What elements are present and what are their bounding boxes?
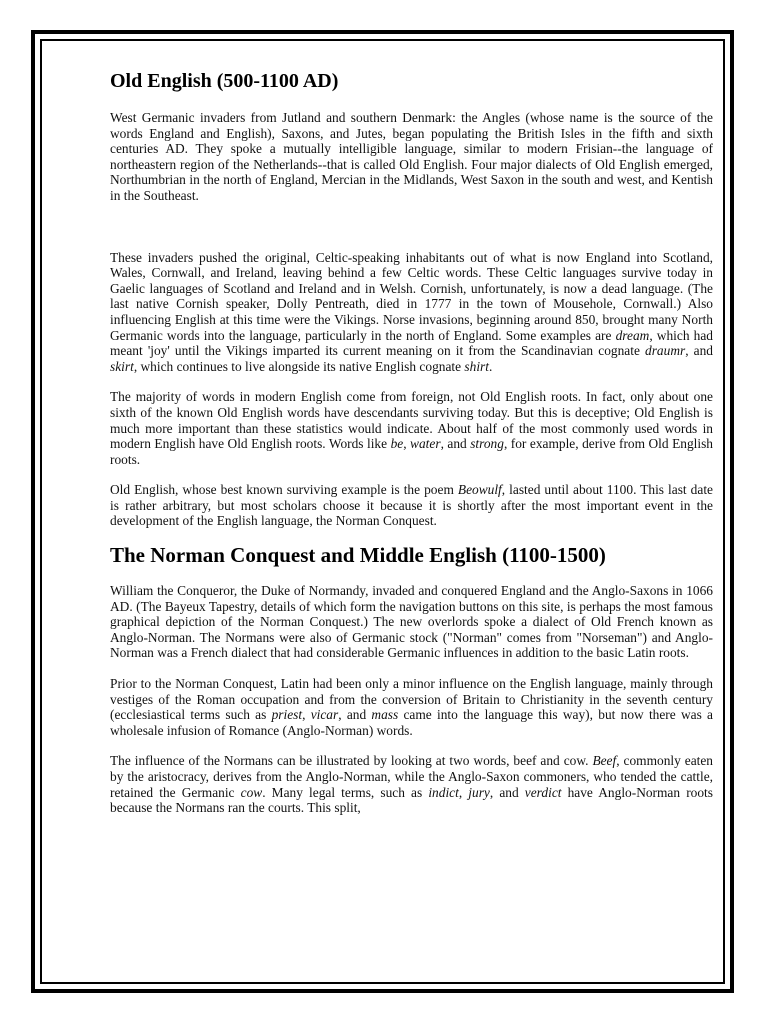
paragraph-majority-words: The majority of words in modern English come from foreign, not Old English roots. In fact, only about one sixth of the known Old English words have descendants surviving today. But this is deceptive; Old English is much more important than these statistics would indicate. About half of the most commonly used words in modern English have Old English roots. Words like be, water, and strong, for example, derive from Old English roots. — [110, 389, 713, 467]
paragraph-celtic: These invaders pushed the original, Celtic-speaking inhabitants out of what is now England into Scotland, Wales, Cornwall, and Ireland, leaving behind a few Celtic words. These Celtic languages survive today in Gaelic languages of Scotland and Ireland and in Welsh. Cornish, unfortunately, is now a dead language. (The last native Cornish speaker, Dolly Pentreath, died in 1777 in the town of Mousehole, Cornwall.) Also influencing English at this time were the Vikings. Norse invasions, beginning around 850, brought many North Germanic words into the language, particularly in the north of England. Some examples are dream, which had meant 'joy' until the Vikings imparted its current meaning on it from the Scandinavian cognate draumr, and skirt, which continues to live alongside its native English cognate shirt. — [110, 249, 713, 374]
section-title-old-english: Old English (500-1100 AD) — [110, 70, 339, 92]
paragraph-beef-cow: The influence of the Normans can be illustrated by looking at two words, beef and cow. Beef, commonly eaten by the aristocracy, derives from the Anglo-Norman, while the Anglo-Saxon commoners, who tended the cattle, retained the Germanic cow. Many legal terms, such as indict, jury, and verdict have Anglo-Norman roots because the Normans ran the courts. This split, — [110, 753, 713, 816]
paragraph-latin-influence: Prior to the Norman Conquest, Latin had been only a minor influence on the English language, mainly through vestiges of the Roman occupation and from the conversion of Britain to Christianity in the seventh century (ecclesiastical terms such as priest, vicar, and mass came into the language this way), but now there was a wholesale infusion of Romance (Anglo-Norman) words. — [110, 676, 713, 738]
paragraph-william-conqueror: William the Conqueror, the Duke of Normandy, invaded and conquered England and the Anglo-Saxons in 1066 AD. (The Bayeux Tapestry, details of which form the navigation buttons on this site, is perhaps the most famous graphical depiction of the Norman Conquest.) The new overlords spoke a dialect of Old French known as Anglo-Norman. The Normans were also of Germanic stock ("Norman" comes from "Norseman") and Anglo-Norman was a French dialect that had considerable Germanic influences in addition to the basic Latin roots. — [110, 583, 713, 661]
document-body — [110, 66, 713, 936]
paragraph-invaders: West Germanic invaders from Jutland and southern Denmark: the Angles (whose name is the source of the words England and English), Saxons, and Jutes, began populating the British Isles in the fifth and sixth centuries AD. They spoke a mutually intelligible language, similar to modern Frisian--the language of northeastern region of the Netherlands--that is called Old English. Four major dialects of Old English emerged, Northumbrian in the north of England, Mercian in the Midlands, West Saxon in the south and west, and Kentish in the Southeast. — [110, 110, 713, 203]
paragraph-beowulf: Old English, whose best known surviving example is the poem Beowulf, lasted until about 1100. This last date is rather arbitrary, but most scholars choose it because it is shortly after the most important event in the development of the English language, the Norman Conquest. — [110, 482, 713, 529]
section-title-norman-conquest: The Norman Conquest and Middle English (1100-1500) — [110, 543, 606, 568]
